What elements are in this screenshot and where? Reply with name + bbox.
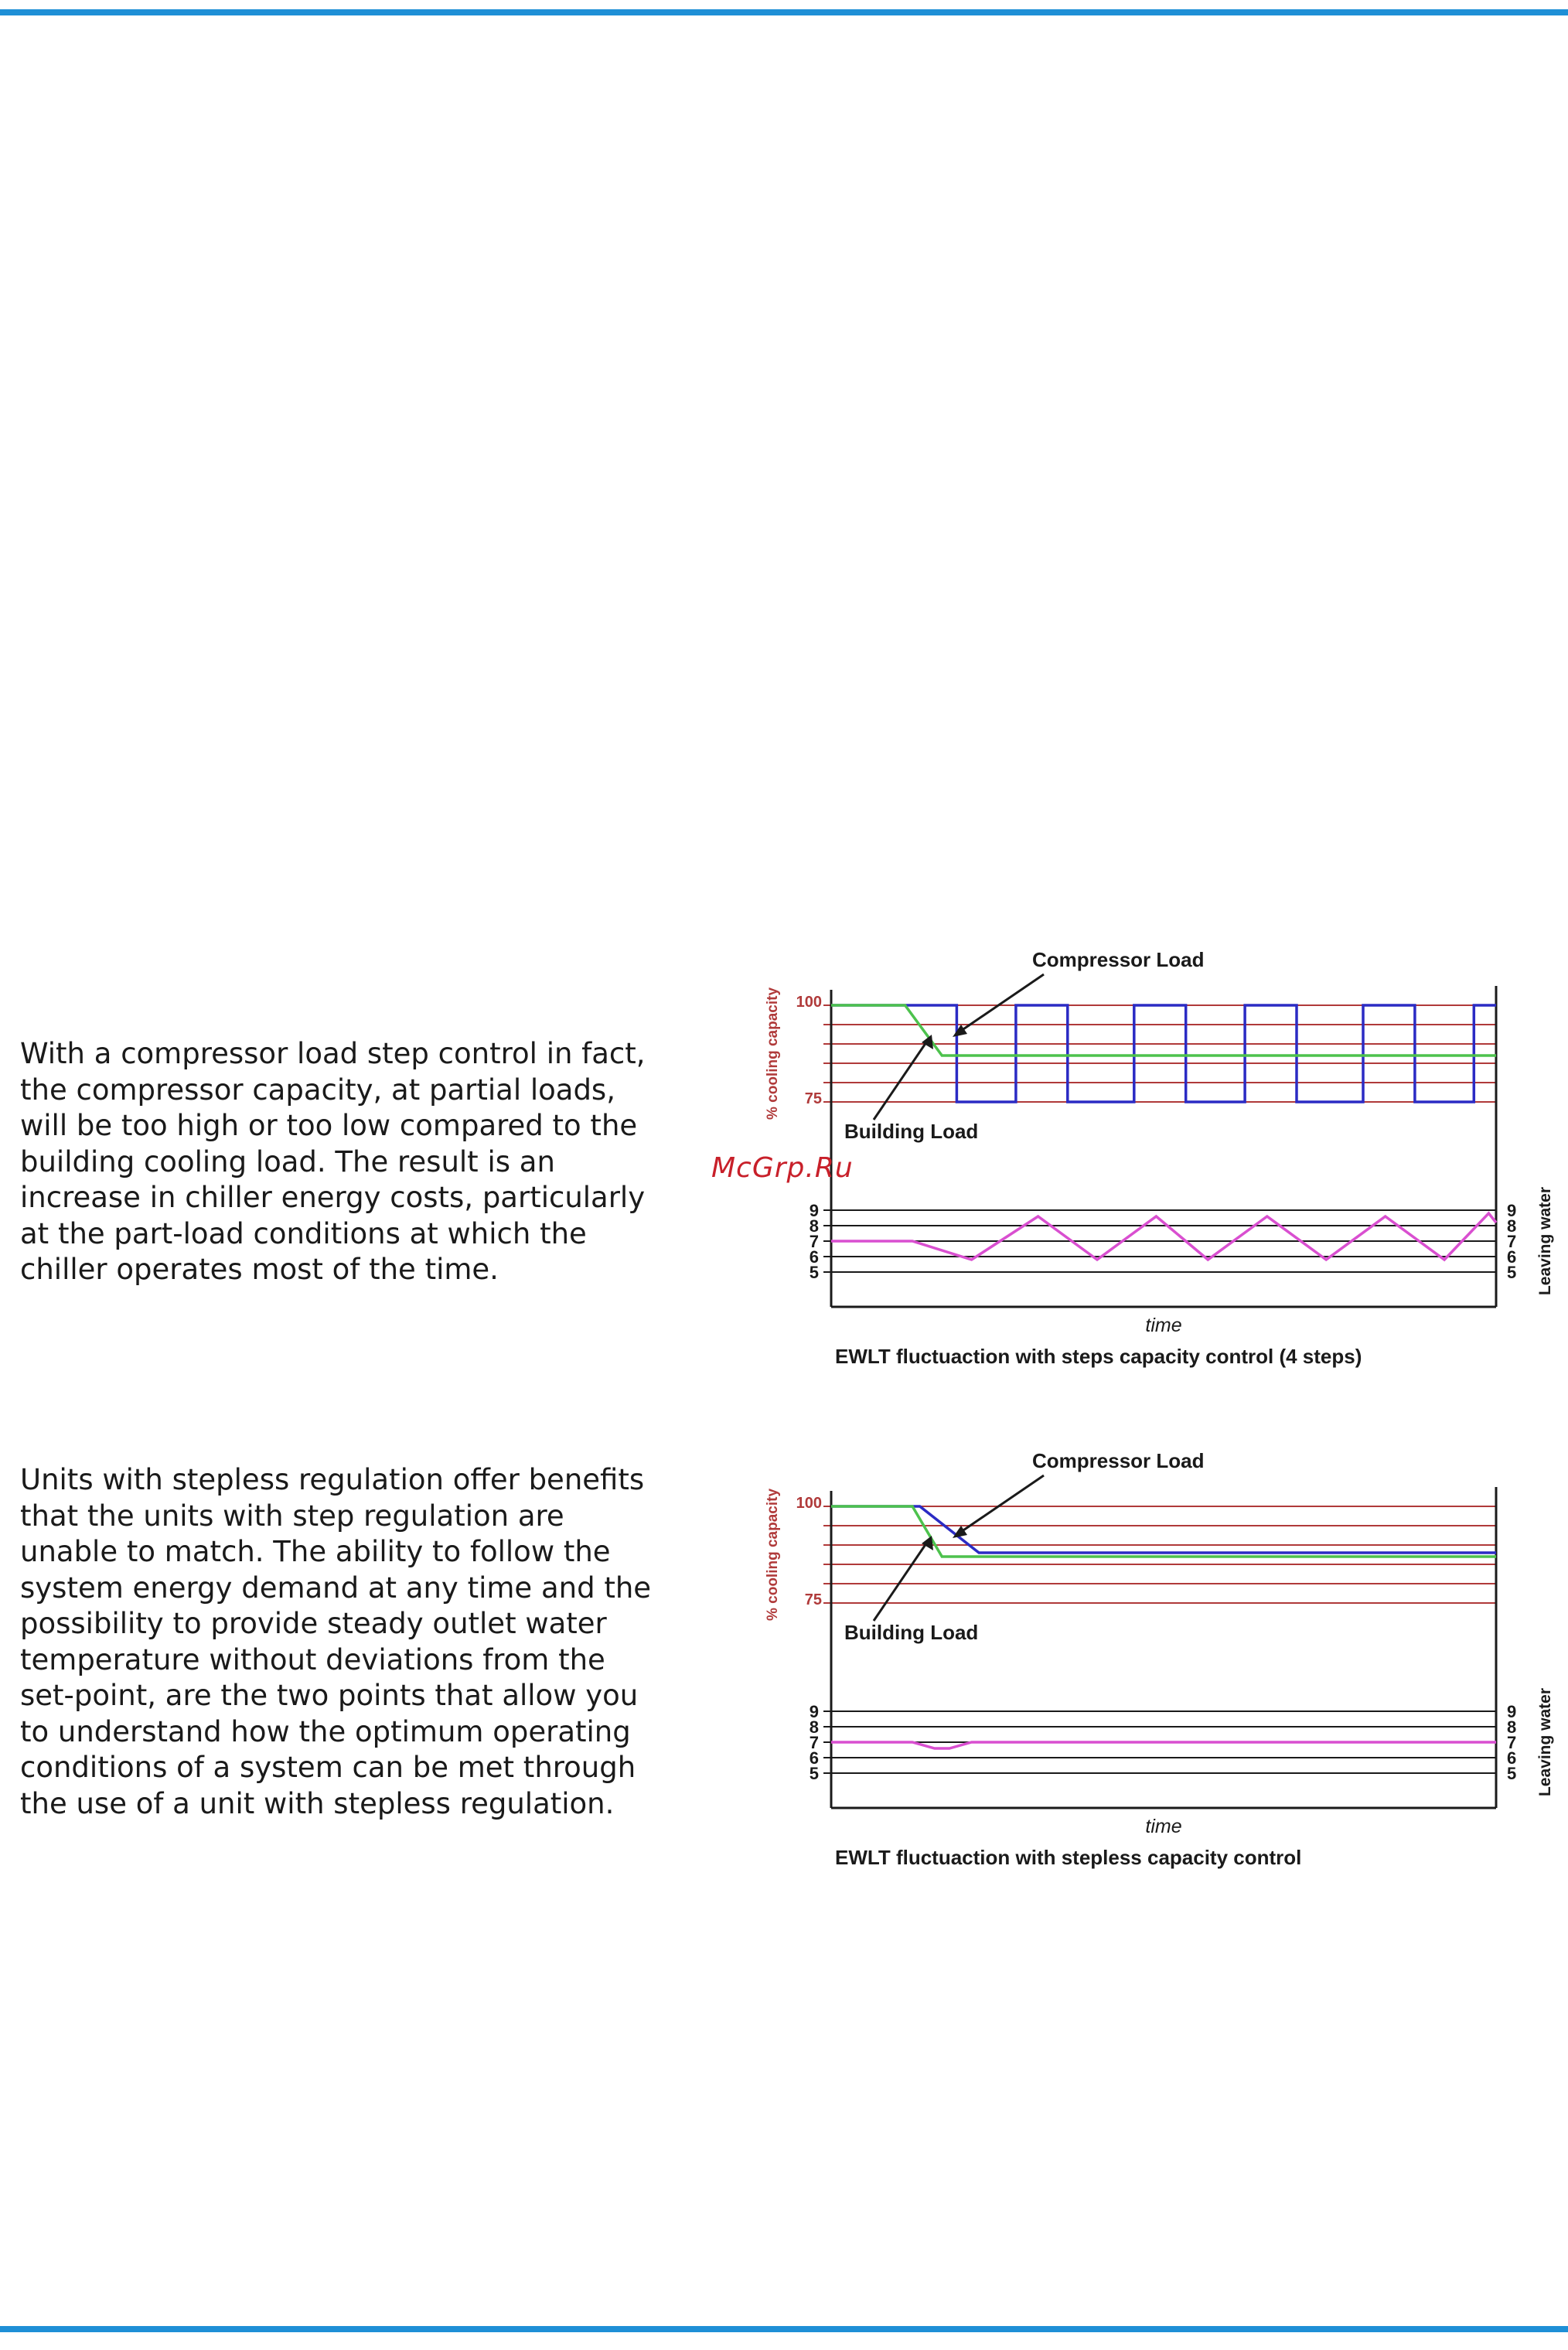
arrow-building-load <box>874 1541 928 1621</box>
text-line: temperature without deviations from the <box>20 1642 605 1676</box>
text-line: will be too high or too low compared to the <box>20 1109 638 1142</box>
arrow-building-load <box>874 1040 928 1120</box>
chart-title: EWLT fluctuaction with steps capacity control (4 steps) <box>835 1345 1362 1368</box>
text-line: increase in chiller energy costs, particularly <box>20 1181 646 1214</box>
capacity-tick-label: 75 <box>804 1090 822 1107</box>
annotation-compressor-load: Compressor Load <box>1032 1449 1205 1472</box>
paragraph-step-control <box>20 1036 693 1288</box>
water-tick-label-right: 5 <box>1507 1764 1517 1783</box>
text-line: set-point, are the two points that allow you <box>20 1679 639 1712</box>
water-tick-label-right: 8 <box>1507 1216 1517 1236</box>
text-line: Units with stepless regulation offer benefits <box>20 1463 645 1496</box>
water-tick-label-right: 5 <box>1507 1263 1517 1282</box>
y-axis-label-left: % cooling capacity <box>765 987 781 1120</box>
annotation-compressor-load: Compressor Load <box>1032 948 1205 971</box>
water-tick-label-right: 9 <box>1507 1702 1517 1721</box>
water-tick-label-left: 5 <box>809 1764 819 1783</box>
water-tick-label-left: 6 <box>809 1748 819 1768</box>
text-line: at the part-load conditions at which the <box>20 1216 587 1250</box>
arrowhead-compressor-load <box>953 1025 967 1037</box>
series-leaving-water <box>831 1213 1496 1260</box>
text-line: the use of a unit with stepless regulation. <box>20 1786 615 1820</box>
capacity-tick-label: 100 <box>796 1495 822 1512</box>
bottom-rule <box>0 2326 1568 2332</box>
capacity-tick-label: 75 <box>804 1591 822 1608</box>
text-line: conditions of a system can be met through <box>20 1751 636 1784</box>
text-line: possibility to provide steady outlet water <box>20 1607 607 1640</box>
water-tick-label-right: 6 <box>1507 1247 1517 1267</box>
top-rule <box>0 9 1568 15</box>
text-line: chiller operates most of the time. <box>20 1253 499 1286</box>
series-compressor-load <box>831 1005 1496 1102</box>
y-axis-label-right: Leaving water <box>1536 1687 1554 1797</box>
water-tick-label-left: 7 <box>809 1232 819 1251</box>
chart-title: EWLT fluctuaction with stepless capacity control <box>835 1846 1302 1869</box>
text-line: that the units with step regulation are <box>20 1499 564 1533</box>
x-axis-label: time <box>1145 1816 1182 1837</box>
water-tick-label-right: 9 <box>1507 1201 1517 1220</box>
water-tick-label-right: 8 <box>1507 1717 1517 1737</box>
annotation-building-load: Building Load <box>844 1621 979 1644</box>
arrow-compressor-load <box>959 974 1044 1032</box>
arrow-compressor-load <box>959 1475 1044 1533</box>
x-axis-label: time <box>1145 1315 1182 1336</box>
y-axis-label-right: Leaving water <box>1536 1186 1554 1296</box>
water-tick-label-left: 7 <box>809 1733 819 1752</box>
chart-stepless-capacity-control <box>742 1437 1568 1870</box>
capacity-tick-label: 100 <box>796 994 822 1011</box>
water-tick-label-left: 6 <box>809 1247 819 1267</box>
annotation-building-load: Building Load <box>844 1120 979 1143</box>
text-line: system energy demand at any time and the <box>20 1571 652 1605</box>
water-tick-label-left: 8 <box>809 1216 819 1236</box>
water-tick-label-left: 9 <box>809 1702 819 1721</box>
text-line: to understand how the optimum operating <box>20 1714 631 1748</box>
y-axis-label-left: % cooling capacity <box>765 1488 781 1622</box>
series-building-load <box>831 1005 1496 1056</box>
water-tick-label-right: 6 <box>1507 1748 1517 1768</box>
water-tick-label-left: 9 <box>809 1201 819 1220</box>
chart-step-capacity-control <box>742 936 1568 1369</box>
water-tick-label-right: 7 <box>1507 1232 1517 1251</box>
text-line: unable to match. The ability to follow the <box>20 1535 611 1568</box>
arrowhead-compressor-load <box>953 1526 967 1538</box>
text-line: With a compressor load step control in fact, <box>20 1037 646 1070</box>
text-line: building cooling load. The result is an <box>20 1144 555 1178</box>
water-tick-label-right: 7 <box>1507 1733 1517 1752</box>
paragraph-stepless-regulation <box>20 1462 693 1822</box>
watermark: McGrp.Ru <box>711 1152 854 1184</box>
water-tick-label-left: 5 <box>809 1263 819 1282</box>
water-tick-label-left: 8 <box>809 1717 819 1737</box>
text-line: the compressor capacity, at partial loads, <box>20 1073 615 1107</box>
series-leaving-water <box>831 1742 1496 1748</box>
